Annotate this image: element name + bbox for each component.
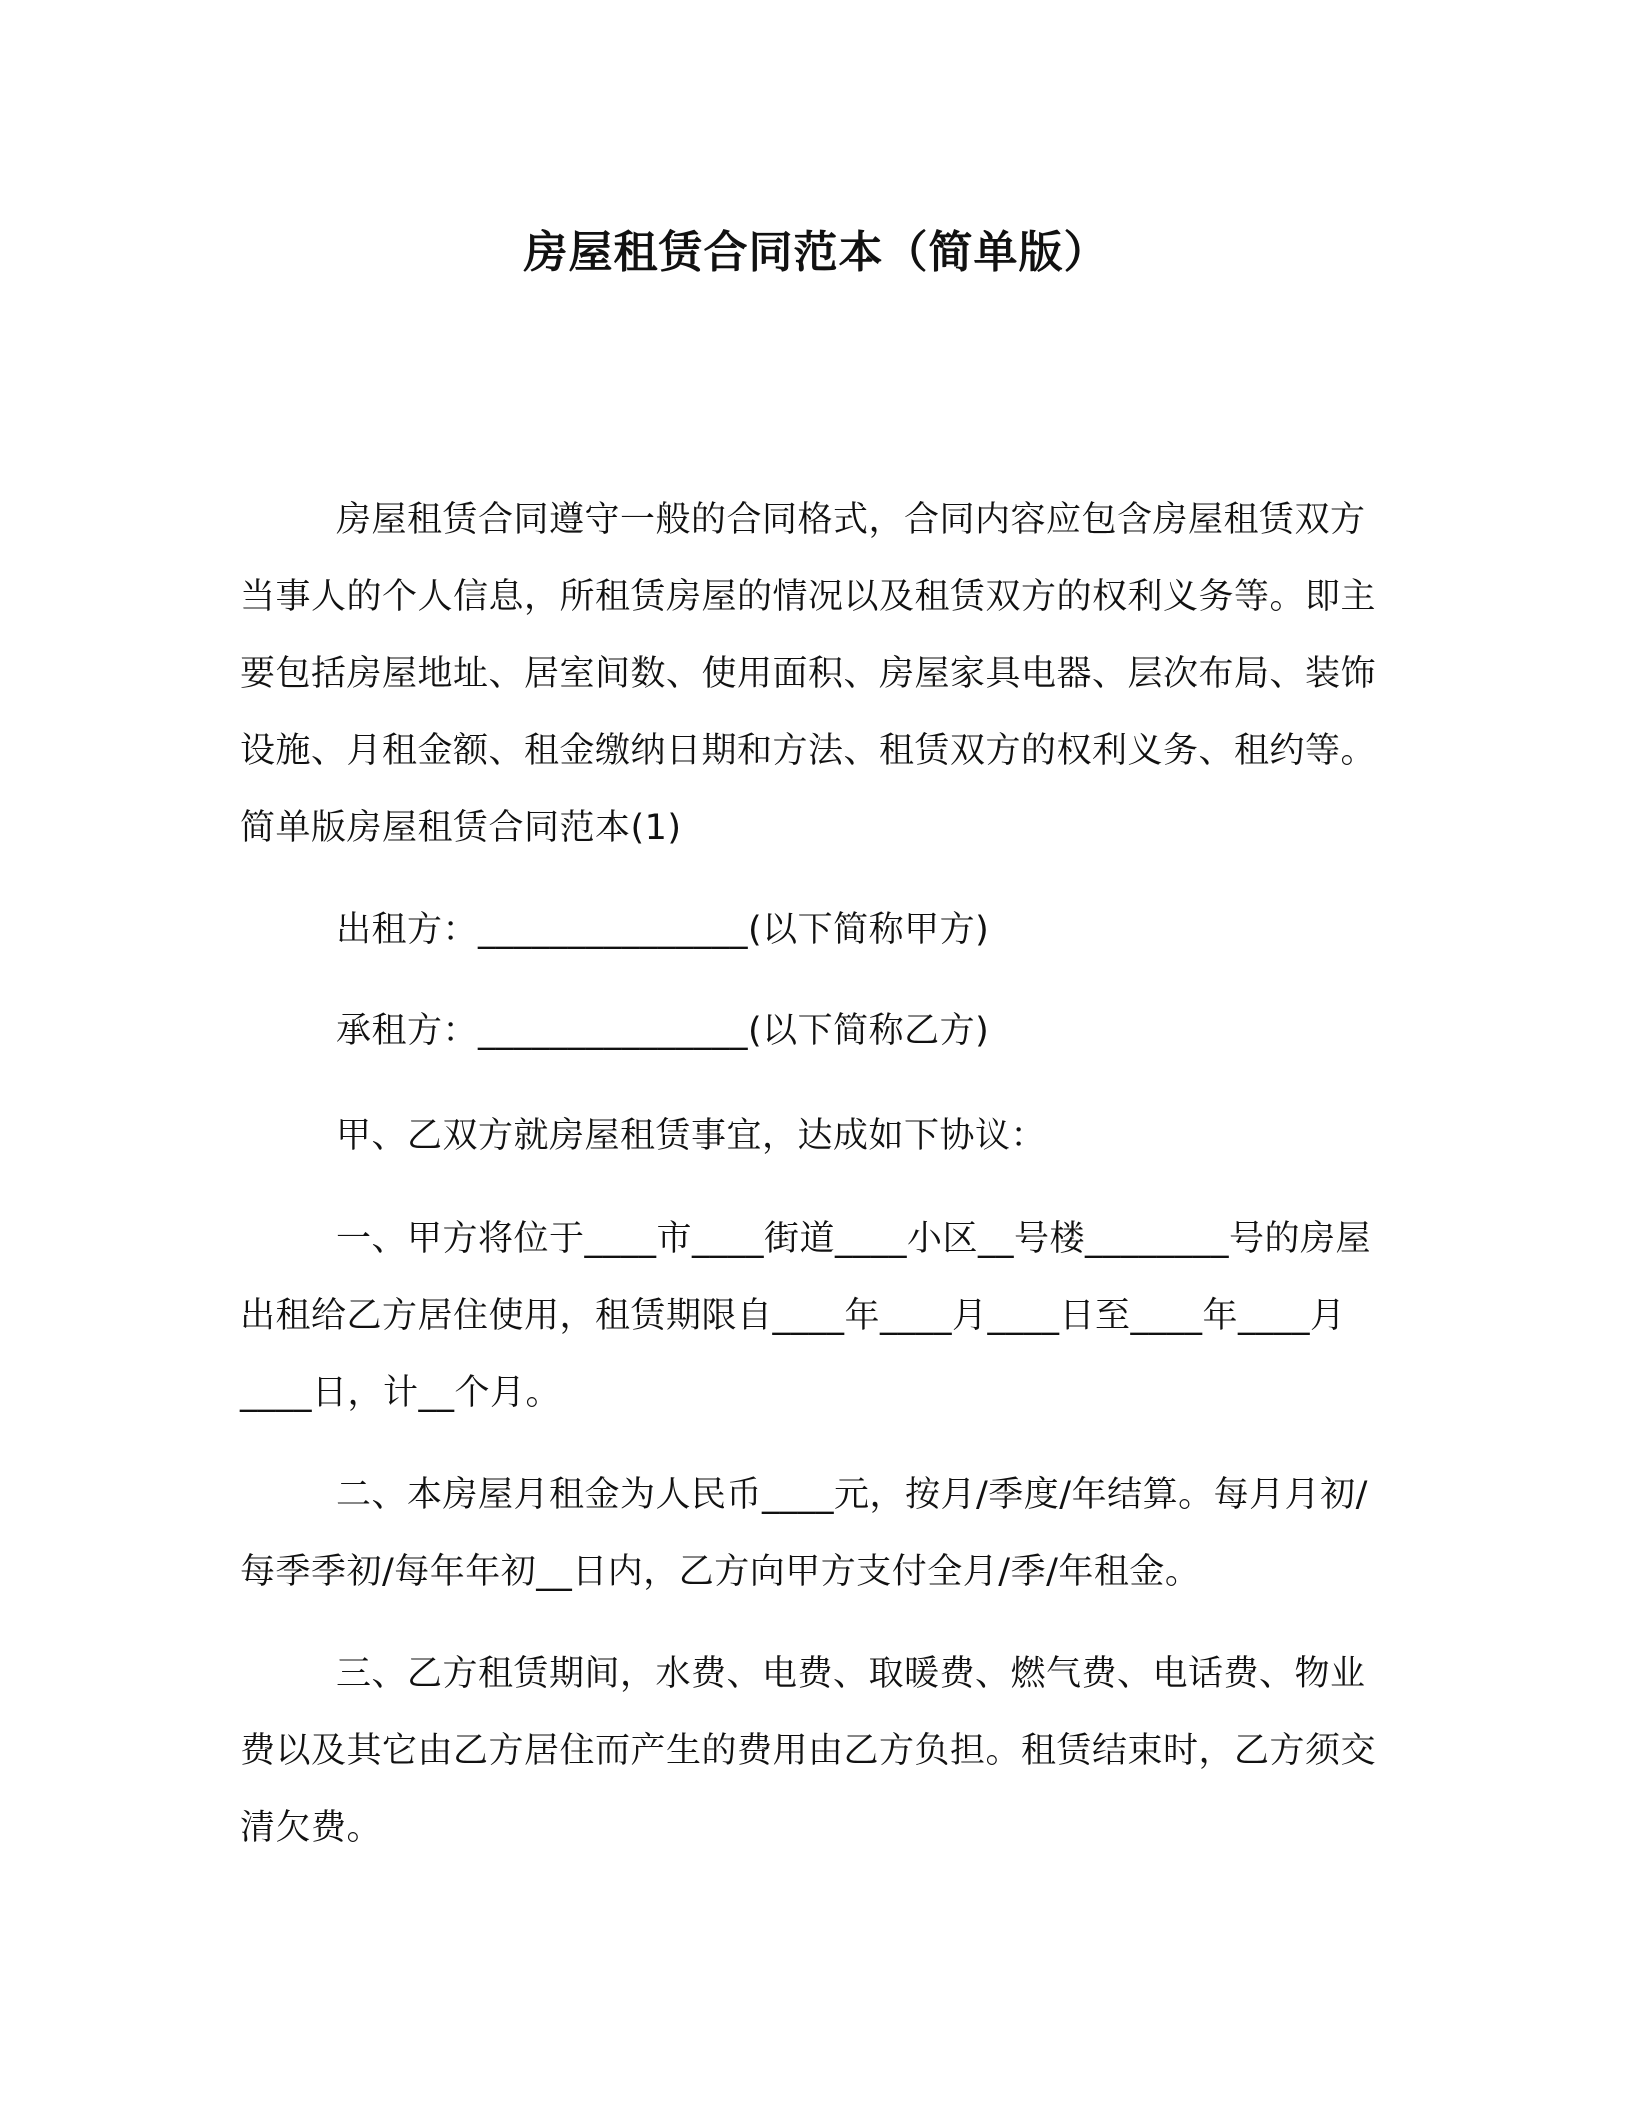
lessor-text: 出租方：_______________(以下简称甲方): [336, 910, 990, 950]
agreement-line: [240, 1098, 1380, 1175]
agreement-text: 甲、乙双方就房屋租赁事宜，达成如下协议：: [336, 1116, 1047, 1156]
clause-1-paragraph: [240, 1201, 1380, 1432]
intro-paragraph: [240, 482, 1380, 867]
lessee-line: [240, 993, 1380, 1070]
lessee-text: 承租方：_______________(以下简称乙方): [336, 1011, 990, 1051]
clause-2-paragraph: [240, 1457, 1380, 1611]
intro-text: 房屋租赁合同遵守一般的合同格式，合同内容应包含房屋租赁双方当事人的个人信息，所租赁房屋的情况以及租赁双方的权利义务等。即主要包括房屋地址、居室间数、使用面积、房屋家具电器、层次布局、装饰设施、月租金额、租金缴纳日期和方法、租赁双方的权利义务、租约等。简单版房屋租赁合同范本(1): [240, 500, 1377, 848]
lessor-line: [240, 892, 1380, 969]
clause-3-text: 三、乙方租赁期间，水费、电费、取暖费、燃气费、电话费、物业费以及其它由乙方居住而产生的费用由乙方负担。租赁结束时，乙方须交清欠费。: [240, 1654, 1377, 1848]
clause-2-text: 二、本房屋月租金为人民币____元，按月/季度/年结算。每月月初/每季季初/每年年初__日内，乙方向甲方支付全月/季/年租金。: [240, 1475, 1368, 1592]
document-title: 房屋租赁合同范本（简单版）: [523, 227, 1109, 278]
clause-3-paragraph: [240, 1636, 1380, 1867]
clause-1-text: 一、甲方将位于____市____街道____小区__号楼________号的房屋出租给乙方居住使用，租赁期限自____年____月____日至____年____月____日，计__个月。: [240, 1219, 1372, 1413]
